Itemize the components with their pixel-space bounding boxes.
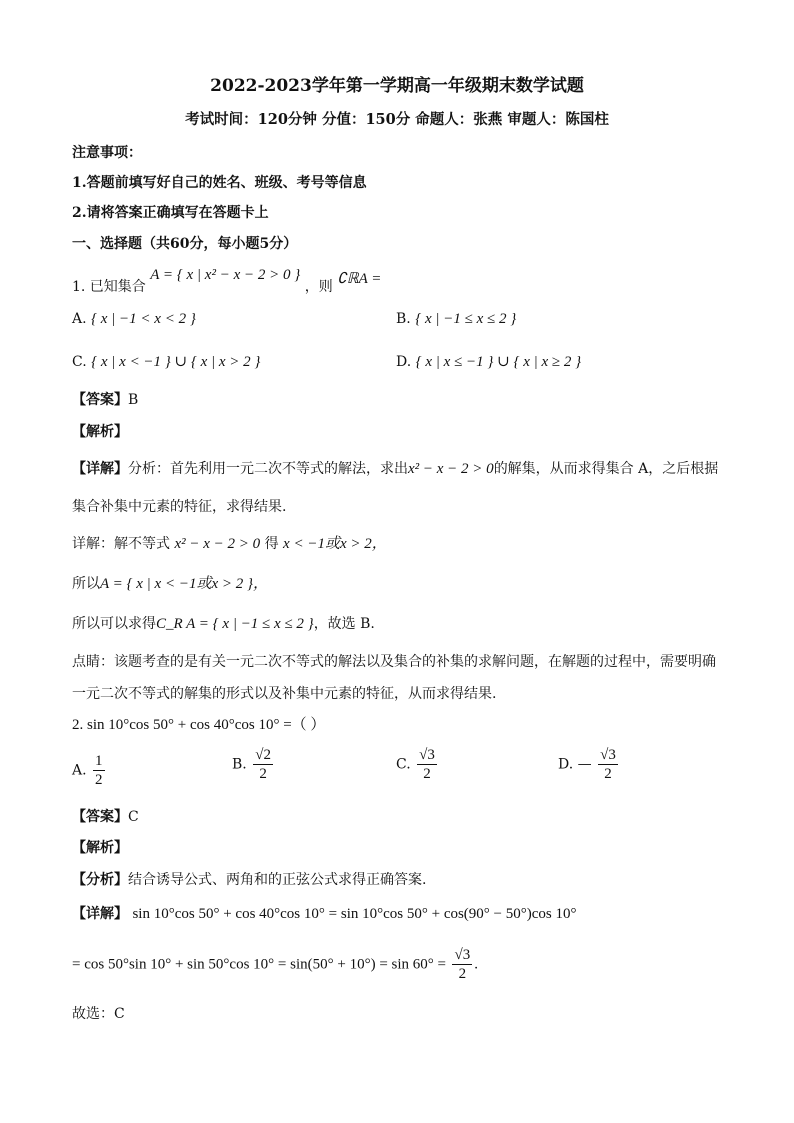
notes-item-1: 1.答题前填写好自己的姓名、班级、考号等信息 xyxy=(72,175,367,191)
q1-so-line xyxy=(72,572,268,593)
q2-option-b-denominator: 2 xyxy=(259,766,267,782)
q2-detail-tag: 【详解】 xyxy=(72,906,128,922)
q1-option-d xyxy=(396,352,581,371)
q2-result-fraction xyxy=(452,946,472,983)
q2-option-d-denominator: 2 xyxy=(604,766,612,782)
q1-solve-text-b: 得 xyxy=(264,536,279,552)
q1-option-c-text: { x | x < −1 } ∪ { x | x > 2 } xyxy=(91,354,261,370)
q2-answer-value: C xyxy=(128,809,139,825)
q1-solve-text-a: 详解：解不等式 xyxy=(72,536,170,552)
q1-thus-expression: C_R A = { x | −1 ≤ x ≤ 2 } xyxy=(156,616,314,632)
q1-detail-text-b: 的解集，从而求得集合 A，之后根据 xyxy=(493,461,719,477)
q1-complement: ∁ℝA = xyxy=(337,271,382,287)
q2-analysis-tag: 【解析】 xyxy=(72,840,128,856)
q2-fenxi-tag: 【分析】 xyxy=(72,872,128,888)
q2-option-c-numerator: √3 xyxy=(419,747,435,763)
q2-detail-line-1 xyxy=(72,903,577,923)
q2-result-radicand: 3 xyxy=(462,947,471,963)
q1-detail-line-1 xyxy=(72,458,718,478)
q2-detail-line-2: = cos 50°sin 10° + sin 50°cos 10° = sin(50° + 10°) = sin 60° = $\frac{√3}{2}$ . xyxy=(72,947,478,982)
q2-option-d-fraction xyxy=(598,746,618,783)
q2-option-d-label: D. — xyxy=(558,756,592,773)
q1-answer-tag: 【答案】 xyxy=(72,392,128,408)
q1-solve-result: x < −1或x > 2， xyxy=(283,536,387,552)
q2-detail-expression: sin 10°cos 50° + cos 40°cos 10° = sin 10°cos 50° + cos(90° − 50°)cos 10° xyxy=(132,906,577,922)
q1-option-d-text: { x | x ≤ −1 } ∪ { x | x ≥ 2 } xyxy=(415,354,582,370)
q1-option-b-label: B. xyxy=(396,311,411,327)
q2-result-denominator: 2 xyxy=(458,966,467,982)
q2-option-a-denominator: 2 xyxy=(95,772,103,788)
q2-option-b-radicand: 2 xyxy=(263,747,271,763)
q1-thus-line xyxy=(72,613,375,633)
q1-analysis-tag: 【解析】 xyxy=(72,424,128,440)
q1-set-expression: A = { x | x² − x − 2 > 0 } xyxy=(150,267,301,283)
q1-option-b xyxy=(396,311,516,328)
q1-option-a-label: A. xyxy=(72,311,87,327)
q1-thus-text-b: ，故选 B. xyxy=(313,616,375,632)
q2-option-a-numerator: 1 xyxy=(95,753,103,769)
q1-thus-text-a: 所以可以求得 xyxy=(72,616,156,632)
q2-option-d xyxy=(558,746,620,783)
q2-option-a-fraction xyxy=(93,752,105,789)
q1-so-expression: A = { x | x < −1或x > 2 }， xyxy=(100,576,268,592)
q2-option-c-denominator: 2 xyxy=(423,766,431,782)
q2-option-d-numerator: √3 xyxy=(600,747,616,763)
q1-comment-line-1: 点睛：该题考查的是有关一元二次不等式的解法以及集合的补集的求解问题，在解题的过程中，需要明确 xyxy=(72,654,716,670)
q1-option-a xyxy=(72,311,196,328)
notes-item-2: 2.请将答案正确填写在答题卡上 xyxy=(72,205,269,221)
q1-answer xyxy=(72,389,138,409)
q1-option-c xyxy=(72,352,260,371)
q2-final-answer: 故选：C xyxy=(72,1006,125,1022)
q1-option-a-text: { x | −1 < x < 2 } xyxy=(91,311,196,327)
q2-option-c xyxy=(396,746,439,783)
q1-option-b-text: { x | −1 ≤ x ≤ 2 } xyxy=(415,311,517,327)
q2-answer xyxy=(72,806,139,826)
q2-option-d-radicand: 3 xyxy=(608,747,616,763)
question-1-stem xyxy=(72,267,382,296)
q2-detail-expression-2: = cos 50°sin 10° + sin 50°cos 10° = sin(50° + 10°) = sin 60° = xyxy=(72,956,446,973)
q2-fenxi-line xyxy=(72,869,426,889)
q1-solve-expression: x² − x − 2 > 0 xyxy=(174,536,261,552)
q2-option-b-numerator: √2 xyxy=(255,747,271,763)
q2-option-c-label: C. xyxy=(396,756,411,773)
q2-option-c-radicand: 3 xyxy=(427,747,435,763)
q1-prefix: 1. 已知集合 xyxy=(72,279,146,295)
page-title: 2022-2023学年第一学期高一年级期末数学试题 xyxy=(210,76,584,96)
q1-detail-tag: 【详解】 xyxy=(72,461,128,477)
section-heading: 一、选择题（共60分，每小题5分） xyxy=(72,236,298,252)
q2-fenxi-text: 结合诱导公式、两角和的正弦公式求得正确答案. xyxy=(128,872,427,888)
q2-result-numerator: √3 xyxy=(454,947,471,963)
exam-info: 考试时间：120分钟 分值：150分 命题人：张燕 审题人：陈国柱 xyxy=(185,111,609,128)
q1-so-text: 所以 xyxy=(72,576,100,592)
question-2-stem: 2. sin 10°cos 50° + cos 40°cos 10° =（ ） xyxy=(72,717,326,733)
q1-detail-text-a: 分析：首先利用一元二次不等式的解法，求出 xyxy=(128,461,408,477)
q1-solve-line xyxy=(72,532,387,553)
q2-option-a xyxy=(72,752,107,789)
q1-detail-expression: x² − x − 2 > 0 xyxy=(408,461,494,477)
q1-answer-value: B xyxy=(128,392,139,408)
q2-answer-tag: 【答案】 xyxy=(72,809,128,825)
q1-option-d-label: D. xyxy=(396,354,412,370)
q1-detail-line-2: 集合补集中元素的特征，求得结果. xyxy=(72,499,287,515)
q1-comment-line-2: 一元二次不等式的解集的形式以及补集中元素的特征，从而求得结果. xyxy=(72,686,497,702)
q2-option-b xyxy=(232,746,275,783)
q2-option-b-fraction xyxy=(253,746,273,783)
q1-option-c-label: C. xyxy=(72,354,87,370)
q2-option-a-label: A. xyxy=(72,762,87,779)
q1-suffix: ，则 xyxy=(304,279,333,295)
q2-option-c-fraction xyxy=(417,746,437,783)
q2-option-b-label: B. xyxy=(232,756,247,773)
notes-heading: 注意事项： xyxy=(72,145,142,161)
